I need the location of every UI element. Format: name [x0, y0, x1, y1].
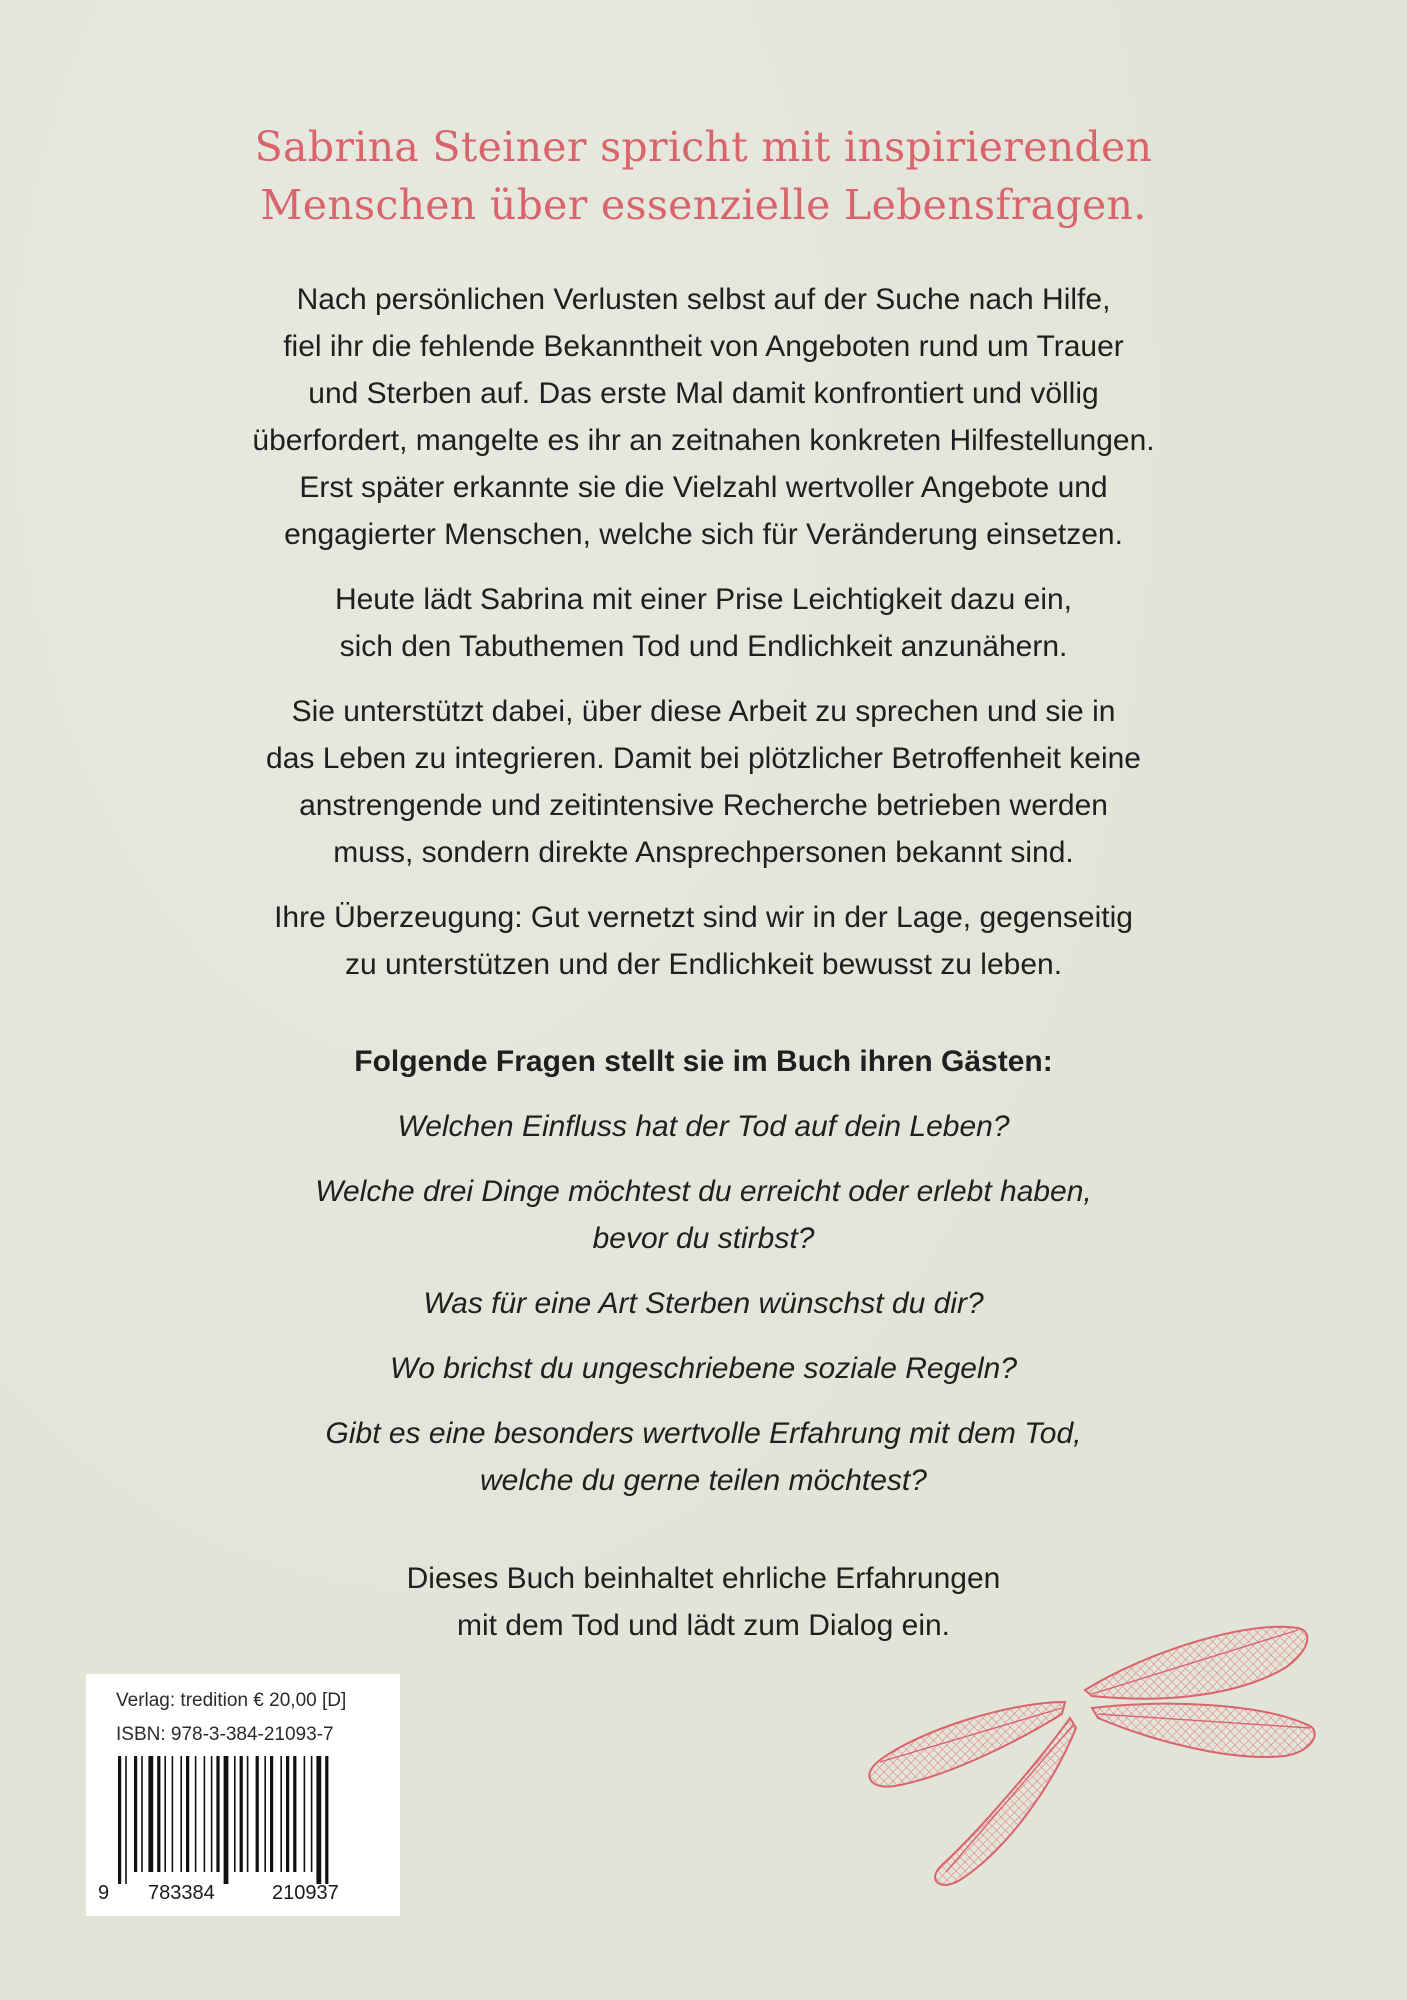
- question-item: [0, 1103, 1407, 1150]
- question-item: [0, 1280, 1407, 1327]
- barcode-bar: [180, 1756, 182, 1872]
- barcode-bar: [134, 1756, 137, 1872]
- barcode-bar: [286, 1756, 289, 1872]
- publisher-price: Verlag: tredition € 20,00 [D]: [116, 1690, 347, 1711]
- barcode-bar: [304, 1756, 306, 1872]
- closing-line-2: mit dem Tod und lädt zum Dialog ein.: [456, 1609, 951, 1642]
- question-item: [0, 1410, 1407, 1504]
- closing-line-1: Dieses Buch beinhaltet ehrliche Erfahrungen: [406, 1562, 1001, 1595]
- barcode-bar: [325, 1756, 328, 1884]
- text-line: Heute lädt Sabrina mit einer Prise Leichtigkeit dazu ein,: [334, 583, 1073, 616]
- paragraph-1: [0, 276, 1407, 558]
- barcode-bar: [148, 1756, 153, 1872]
- text-line: zu unterstützen und der Endlichkeit bewusst zu leben.: [344, 948, 1063, 981]
- barcode-bar: [234, 1756, 236, 1872]
- question-line: Wo brichst du ungeschriebene soziale Regeln?: [389, 1352, 1018, 1385]
- paragraph-3: [0, 688, 1407, 876]
- text-line: anstrengende und zeitintensive Recherche betrieben werden: [299, 789, 1108, 822]
- barcode-bar: [216, 1756, 219, 1872]
- barcode-bar: [256, 1756, 259, 1872]
- text-line: Erst später erkannte sie die Vielzahl wertvoller Angebote und: [299, 471, 1108, 504]
- isbn-number: ISBN: 978-3-384-21093-7: [116, 1724, 334, 1745]
- text-line: muss, sondern direkte Ansprechpersonen bekannt sind.: [333, 836, 1074, 869]
- text-line: überfordert, mangelte es ihr an zeitnahen konkreten Hilfestellungen.: [252, 424, 1155, 457]
- questions-heading: Folgende Fragen stellt sie im Buch ihren Gästen:: [354, 1045, 1053, 1078]
- blurb: [0, 276, 1407, 988]
- tagline-line-2: Menschen über essenzielle Lebensfragen.: [260, 181, 1147, 229]
- paragraph-4: [0, 894, 1407, 988]
- barcode-bar: [141, 1756, 143, 1872]
- text-line: Nach persönlichen Verlusten selbst auf der Suche nach Hilfe,: [296, 283, 1111, 316]
- barcode-digit-first: 9: [98, 1882, 110, 1904]
- barcode-bar: [240, 1756, 243, 1872]
- question-line: welche du gerne teilen möchtest?: [480, 1464, 927, 1497]
- paragraph-2: [0, 576, 1407, 670]
- barcode-bar: [311, 1756, 313, 1872]
- barcode-bar: [172, 1756, 174, 1872]
- question-item: [0, 1345, 1407, 1392]
- questions-section: [0, 1038, 1407, 1504]
- barcode-bar: [204, 1756, 206, 1872]
- text-line: das Leben zu integrieren. Damit bei plötzlicher Betroffenheit keine: [266, 742, 1141, 775]
- barcode-bar: [118, 1756, 121, 1884]
- barcode-bar: [316, 1756, 321, 1884]
- text-line: engagierter Menschen, welche sich für Veränderung einsetzen.: [284, 518, 1123, 551]
- barcode-bar: [270, 1756, 273, 1872]
- isbn-barcode-label: [86, 1674, 400, 1916]
- barcode-bar: [247, 1756, 249, 1872]
- text-line: Ihre Überzeugung: Gut vernetzt sind wir in der Lage, gegenseitig: [274, 901, 1133, 934]
- tagline-line-1: Sabrina Steiner spricht mit inspirierenden: [254, 123, 1153, 171]
- text-line: und Sterben auf. Das erste Mal damit konfrontiert und völlig: [308, 377, 1099, 410]
- barcode-bar: [264, 1756, 266, 1872]
- text-line: sich den Tabuthemen Tod und Endlichkeit anzunähern.: [339, 630, 1068, 663]
- question-line: bevor du stirbst?: [592, 1222, 815, 1255]
- barcode-bar: [280, 1756, 282, 1872]
- dragonfly-wings-icon: [830, 1610, 1340, 1910]
- barcode-bar: [224, 1756, 229, 1884]
- barcode-bars: [114, 1756, 374, 1884]
- text-line: Sie unterstützt dabei, über diese Arbeit zu sprechen und sie in: [291, 695, 1116, 728]
- barcode-bar: [157, 1756, 160, 1872]
- barcode-bar: [195, 1756, 197, 1872]
- question-line: Welche drei Dinge möchtest du erreicht oder erlebt haben,: [315, 1175, 1092, 1208]
- question-item: [0, 1168, 1407, 1262]
- question-line: Was für eine Art Sterben wünschst du dir?: [423, 1287, 984, 1320]
- text-line: fiel ihr die fehlende Bekanntheit von Angeboten rund um Trauer: [283, 330, 1124, 363]
- tagline: [0, 118, 1407, 234]
- barcode-digits-left: 783384: [148, 1882, 215, 1904]
- barcode-bar: [186, 1756, 189, 1872]
- barcode-bar: [164, 1756, 166, 1872]
- barcode-bar: [293, 1756, 296, 1872]
- question-line: Gibt es eine besonders wertvolle Erfahrung mit dem Tod,: [325, 1417, 1082, 1450]
- barcode-bar: [125, 1756, 127, 1884]
- barcode-digits-right: 210937: [272, 1882, 339, 1904]
- barcode-bar: [211, 1756, 213, 1872]
- question-line: Welchen Einfluss hat der Tod auf dein Leben?: [397, 1110, 1010, 1143]
